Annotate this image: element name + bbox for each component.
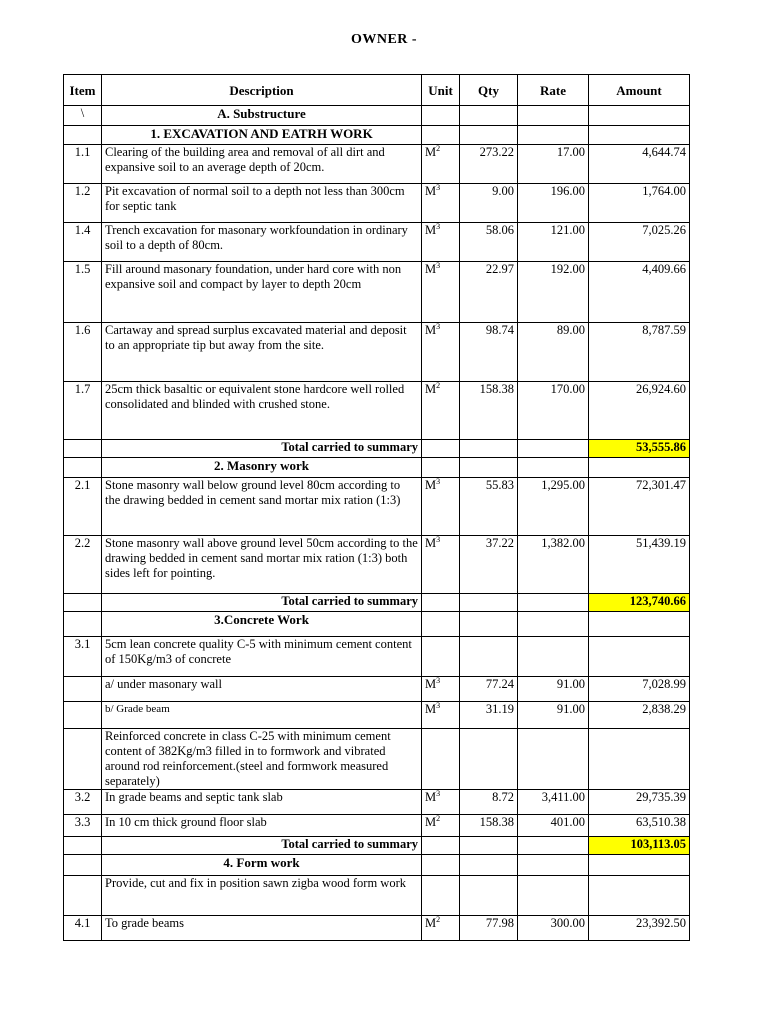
- item-number: [64, 677, 102, 702]
- unit-exponent: 3: [436, 322, 441, 331]
- unit-cell: [422, 702, 460, 729]
- unit-symbol: M: [425, 223, 437, 237]
- qty-cell: [460, 837, 518, 855]
- amount-cell: [589, 106, 690, 126]
- unit-cell: [422, 184, 460, 223]
- unit-cell: [422, 855, 460, 876]
- unit-symbol: M: [425, 536, 437, 550]
- unit-exponent: 3: [436, 701, 441, 710]
- qty-cell: 273.22: [460, 145, 518, 184]
- unit-exponent: 3: [436, 789, 441, 798]
- unit-exponent: 2: [436, 144, 441, 153]
- item-number: 3.2: [64, 790, 102, 815]
- amount-cell: [589, 637, 690, 677]
- item-number: [64, 855, 102, 876]
- amount-cell: 72,301.47: [589, 478, 690, 536]
- item-number: 1.1: [64, 145, 102, 184]
- rate-cell: 17.00: [518, 145, 589, 184]
- qty-cell: [460, 855, 518, 876]
- unit-cell: [422, 876, 460, 916]
- rate-cell: 91.00: [518, 702, 589, 729]
- unit-symbol: M: [425, 382, 437, 396]
- item-number: 3.3: [64, 815, 102, 837]
- unit-symbol: M: [425, 262, 437, 276]
- item-number: 2.2: [64, 536, 102, 594]
- unit-cell: [422, 677, 460, 702]
- rate-cell: 170.00: [518, 382, 589, 440]
- rate-cell: 3,411.00: [518, 790, 589, 815]
- total-label: Total carried to summary: [102, 440, 422, 458]
- item-number: [64, 612, 102, 637]
- page-title: OWNER -: [350, 32, 418, 47]
- unit-exponent: 3: [436, 535, 441, 544]
- unit-exponent: 2: [436, 381, 441, 390]
- item-number: 1.4: [64, 223, 102, 262]
- qty-cell: 77.24: [460, 677, 518, 702]
- amount-cell: 4,409.66: [589, 262, 690, 323]
- amount-cell: 51,439.19: [589, 536, 690, 594]
- item-description: Pit excavation of normal soil to a depth not less than 300cm for septic tank: [102, 184, 422, 223]
- unit-cell: [422, 478, 460, 536]
- item-description: In grade beams and septic tank slab: [102, 790, 422, 815]
- amount-cell: 1,764.00: [589, 184, 690, 223]
- item-description: 25cm thick basaltic or equivalent stone hardcore well rolled consolidated and blinded with crushed stone.: [102, 382, 422, 440]
- unit-cell: [422, 458, 460, 478]
- section-heading-row: [64, 126, 690, 145]
- section-heading: 1. EXCAVATION AND EATRH WORK: [102, 126, 422, 145]
- amount-cell: 29,735.39: [589, 790, 690, 815]
- item-description: In 10 cm thick ground floor slab: [102, 815, 422, 837]
- table-body: [64, 106, 690, 941]
- item-number: [64, 876, 102, 916]
- rate-cell: 192.00: [518, 262, 589, 323]
- item-description: 5cm lean concrete quality C-5 with minimum cement content of 150Kg/m3 of concrete: [102, 637, 422, 677]
- unit-cell: [422, 637, 460, 677]
- unit-cell: [422, 106, 460, 126]
- section-heading: A. Substructure: [102, 106, 422, 126]
- section-heading-row: [64, 612, 690, 637]
- rate-cell: [518, 440, 589, 458]
- rate-cell: 196.00: [518, 184, 589, 223]
- table-row: [64, 262, 690, 323]
- table-row: [64, 677, 690, 702]
- table-row: [64, 702, 690, 729]
- table-row: [64, 382, 690, 440]
- qty-cell: 58.06: [460, 223, 518, 262]
- unit-cell: [422, 323, 460, 382]
- item-description: b/ Grade beam: [102, 702, 422, 729]
- header-rate: Rate: [518, 75, 589, 106]
- section-heading: 4. Form work: [102, 855, 422, 876]
- item-number: 4.1: [64, 916, 102, 941]
- table-row: [64, 145, 690, 184]
- header-amount: Amount: [589, 75, 690, 106]
- section-heading-row: [64, 855, 690, 876]
- item-number: 1.7: [64, 382, 102, 440]
- item-description: Fill around masonary foundation, under hard core with non expansive soil and compact by layer to depth 20cm: [102, 262, 422, 323]
- item-number: \: [64, 106, 102, 126]
- amount-cell: 7,028.99: [589, 677, 690, 702]
- table-row: [64, 536, 690, 594]
- amount-cell: [589, 729, 690, 790]
- item-description: Cartaway and spread surplus excavated material and deposit to an appropriate tip but away from the site.: [102, 323, 422, 382]
- amount-cell: [589, 612, 690, 637]
- table-header-row: [64, 75, 690, 106]
- item-description: a/ under masonary wall: [102, 677, 422, 702]
- unit-symbol: M: [425, 184, 437, 198]
- rate-cell: 121.00: [518, 223, 589, 262]
- item-number: 3.1: [64, 637, 102, 677]
- section-heading: 2. Masonry work: [102, 458, 422, 478]
- table-row: [64, 876, 690, 916]
- total-row: [64, 594, 690, 612]
- item-description: Provide, cut and fix in position sawn zigba wood form work: [102, 876, 422, 916]
- item-number: [64, 126, 102, 145]
- amount-cell: 2,838.29: [589, 702, 690, 729]
- qty-cell: 98.74: [460, 323, 518, 382]
- rate-cell: 91.00: [518, 677, 589, 702]
- unit-cell: [422, 729, 460, 790]
- table-row: [64, 916, 690, 941]
- unit-cell: [422, 145, 460, 184]
- item-description: To grade beams: [102, 916, 422, 941]
- total-amount: 53,555.86: [589, 440, 690, 458]
- amount-cell: 23,392.50: [589, 916, 690, 941]
- rate-cell: [518, 126, 589, 145]
- amount-cell: [589, 876, 690, 916]
- item-number: [64, 440, 102, 458]
- qty-cell: 9.00: [460, 184, 518, 223]
- rate-cell: 1,295.00: [518, 478, 589, 536]
- item-number: 1.5: [64, 262, 102, 323]
- unit-cell: [422, 916, 460, 941]
- unit-cell: [422, 126, 460, 145]
- amount-cell: 7,025.26: [589, 223, 690, 262]
- qty-cell: [460, 612, 518, 637]
- item-number: [64, 702, 102, 729]
- section-heading: 3.Concrete Work: [102, 612, 422, 637]
- rate-cell: [518, 458, 589, 478]
- unit-symbol: M: [425, 677, 437, 691]
- rate-cell: [518, 729, 589, 790]
- qty-cell: [460, 594, 518, 612]
- section-heading-row: [64, 458, 690, 478]
- item-number: 2.1: [64, 478, 102, 536]
- qty-cell: 158.38: [460, 382, 518, 440]
- item-number: [64, 837, 102, 855]
- item-description: Stone masonry wall above ground level 50cm according to the drawing bedded in cement sand mortar mix ration (1:3) both sides left for pointing.: [102, 536, 422, 594]
- unit-exponent: 2: [436, 814, 441, 823]
- table-row: [64, 323, 690, 382]
- total-amount: 103,113.05: [589, 837, 690, 855]
- qty-cell: 77.98: [460, 916, 518, 941]
- item-description: Stone masonry wall below ground level 80cm according to the drawing bedded in cement sand mortar mix ration (1:3): [102, 478, 422, 536]
- unit-symbol: M: [425, 702, 437, 716]
- rate-cell: 401.00: [518, 815, 589, 837]
- unit-exponent: 3: [436, 183, 441, 192]
- table-row: [64, 790, 690, 815]
- qty-cell: [460, 637, 518, 677]
- item-number: [64, 594, 102, 612]
- rate-cell: [518, 612, 589, 637]
- total-row: [64, 440, 690, 458]
- item-description: Reinforced concrete in class C-25 with minimum cement content of 382Kg/m3 filled in to formwork and vibrated around rod reinforcement.(steel and formwork measured separately): [102, 729, 422, 790]
- rate-cell: [518, 594, 589, 612]
- unit-exponent: 3: [436, 261, 441, 270]
- qty-cell: [460, 876, 518, 916]
- amount-cell: [589, 458, 690, 478]
- item-number: 1.2: [64, 184, 102, 223]
- item-number: [64, 729, 102, 790]
- unit-cell: [422, 536, 460, 594]
- unit-cell: [422, 262, 460, 323]
- item-number: 1.6: [64, 323, 102, 382]
- unit-symbol: M: [425, 916, 437, 930]
- item-description: Trench excavation for masonary workfoundation in ordinary soil to a depth of 80cm.: [102, 223, 422, 262]
- rate-cell: [518, 106, 589, 126]
- unit-cell: [422, 837, 460, 855]
- rate-cell: [518, 637, 589, 677]
- rate-cell: 89.00: [518, 323, 589, 382]
- unit-symbol: M: [425, 323, 437, 337]
- unit-exponent: 3: [436, 676, 441, 685]
- amount-cell: 63,510.38: [589, 815, 690, 837]
- rate-cell: [518, 876, 589, 916]
- total-amount: 123,740.66: [589, 594, 690, 612]
- bill-of-quantities-table: [63, 74, 690, 941]
- section-heading-row: [64, 106, 690, 126]
- unit-exponent: 2: [436, 915, 441, 924]
- table-row: [64, 184, 690, 223]
- rate-cell: 1,382.00: [518, 536, 589, 594]
- rate-cell: [518, 855, 589, 876]
- header-unit: Unit: [422, 75, 460, 106]
- amount-cell: [589, 126, 690, 145]
- unit-symbol: M: [425, 145, 437, 159]
- total-label: Total carried to summary: [102, 837, 422, 855]
- item-description: Clearing of the building area and removal of all dirt and expansive soil to an average depth of 20cm.: [102, 145, 422, 184]
- rate-cell: 300.00: [518, 916, 589, 941]
- qty-cell: [460, 106, 518, 126]
- qty-cell: [460, 458, 518, 478]
- qty-cell: [460, 126, 518, 145]
- unit-symbol: M: [425, 815, 437, 829]
- qty-cell: 22.97: [460, 262, 518, 323]
- table-row: [64, 478, 690, 536]
- qty-cell: [460, 440, 518, 458]
- unit-cell: [422, 790, 460, 815]
- amount-cell: 4,644.74: [589, 145, 690, 184]
- table-row: [64, 729, 690, 790]
- rate-cell: [518, 837, 589, 855]
- total-row: [64, 837, 690, 855]
- unit-exponent: 3: [436, 222, 441, 231]
- qty-cell: [460, 729, 518, 790]
- qty-cell: 31.19: [460, 702, 518, 729]
- unit-cell: [422, 612, 460, 637]
- qty-cell: 8.72: [460, 790, 518, 815]
- amount-cell: [589, 855, 690, 876]
- amount-cell: 8,787.59: [589, 323, 690, 382]
- header-description: Description: [102, 75, 422, 106]
- header-qty: Qty: [460, 75, 518, 106]
- unit-cell: [422, 223, 460, 262]
- table-row: [64, 223, 690, 262]
- unit-cell: [422, 440, 460, 458]
- qty-cell: 158.38: [460, 815, 518, 837]
- unit-symbol: M: [425, 478, 437, 492]
- amount-cell: 26,924.60: [589, 382, 690, 440]
- unit-cell: [422, 815, 460, 837]
- qty-cell: 37.22: [460, 536, 518, 594]
- table-row: [64, 815, 690, 837]
- qty-cell: 55.83: [460, 478, 518, 536]
- unit-exponent: 3: [436, 477, 441, 486]
- unit-cell: [422, 382, 460, 440]
- unit-cell: [422, 594, 460, 612]
- table-row: [64, 637, 690, 677]
- unit-symbol: M: [425, 790, 437, 804]
- header-item: Item: [64, 75, 102, 106]
- total-label: Total carried to summary: [102, 594, 422, 612]
- item-number: [64, 458, 102, 478]
